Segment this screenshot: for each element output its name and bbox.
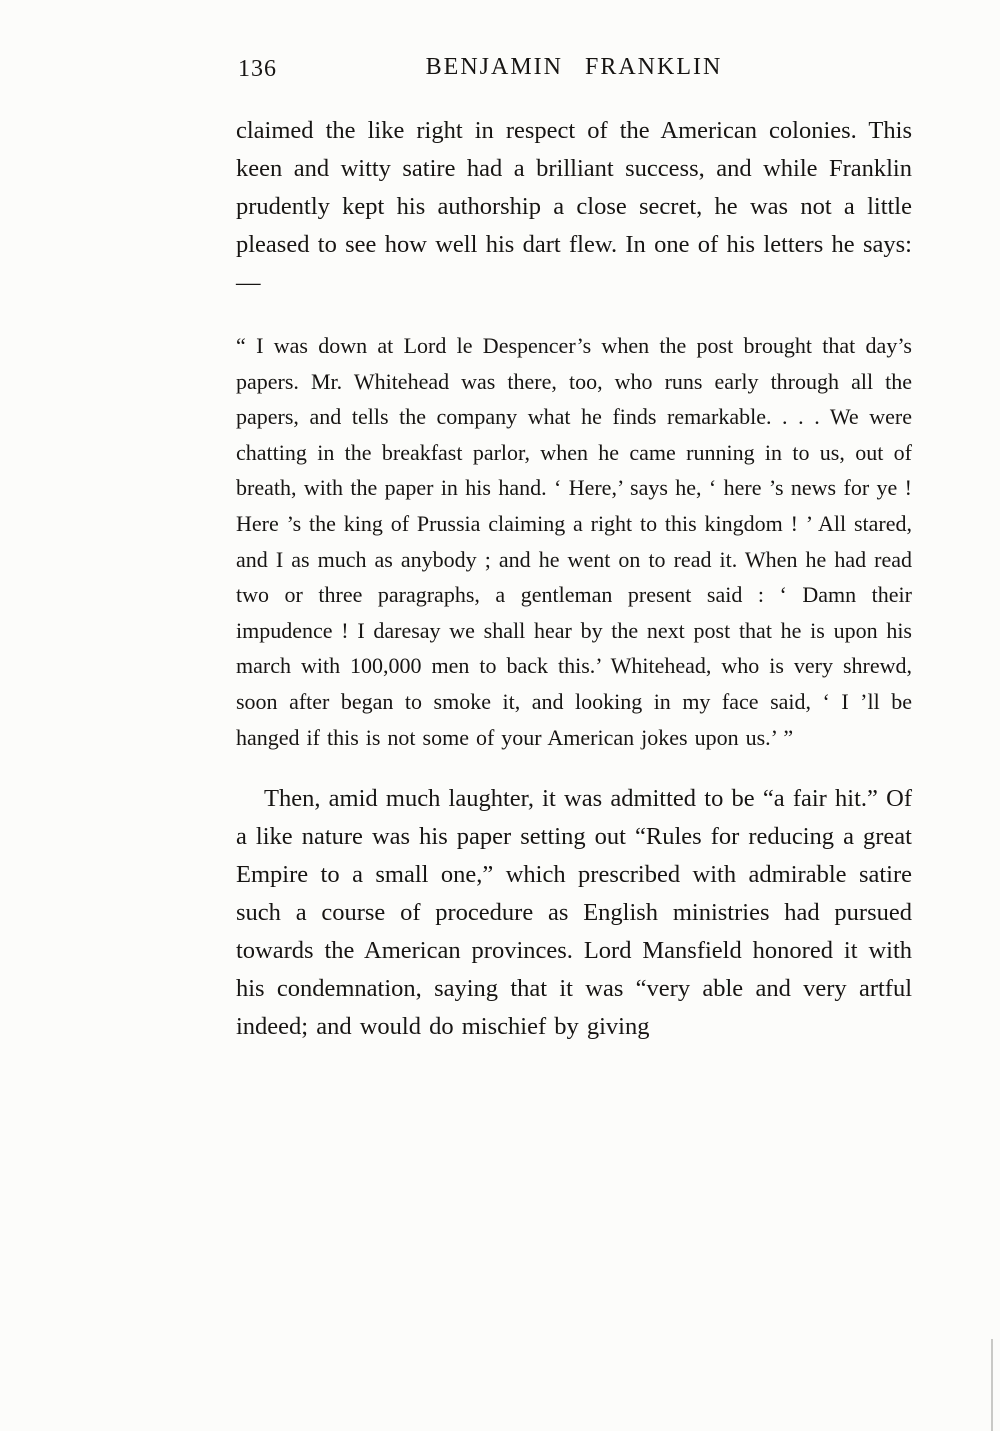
page-header [236,54,912,84]
running-head: BENJAMIN FRANKLIN [425,54,723,80]
text-block [236,54,912,1046]
paragraph: Then, amid much laughter, it was admitted to be “a fair hit.” Of a like nature was his paper setting out “Rules for reducing a great Empire to a small one,” which prescribed with admirable satire such a course of procedure as English ministries had pursued towards the American provinces. Lord Mansfield honored it with his condemnation, saying that it was “very able and very artful indeed; and would do mischief by giving [236,785,912,1041]
paragraph-continuation: claimed the like right in respect of the American colonies. This keen and witty satire had a brilliant success, and while Franklin prudently kept his authorship a close secret, he was not a little pleased to see how well his dart flew. In one of his letters he says: — [236,117,912,296]
page-number: 136 [238,56,277,82]
letter-quotation: “ I was down at Lord le Despencer’s when the post brought that day’s papers. Mr. Whitehead was there, too, who runs early through all the papers, and tells the company what he finds remarkable. . . . We were chatting in the breakfast parlor, when he came running in to us, out of breath, with the paper in his hand. ‘ Here,’ says he, ‘ here ’s news for ye ! Here ’s the king of Prussia claiming a right to this kingdom ! ’ All stared, and I as much as anybody ; and he went on to read it. When he had read two or three paragraphs, a gentleman present said : ‘ Damn their impudence ! I daresay we shall hear by the next post that he is upon his march with 100,000 men to back this.’ Whitehead, who is very shrewd, soon after began to smoke it, and looking in my face said, ‘ I ’ll be hanged if this is not some of your American jokes upon us.’ ” [236,333,912,750]
scan-edge-artifact [991,1339,993,1431]
